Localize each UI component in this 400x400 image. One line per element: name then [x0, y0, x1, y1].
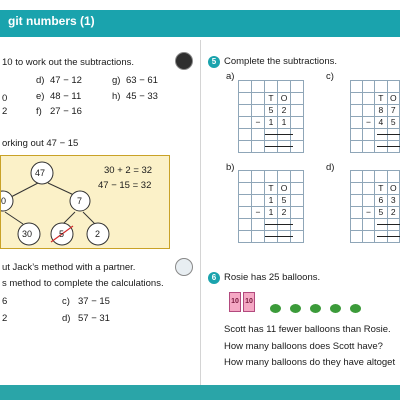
- answer-line: [377, 146, 400, 147]
- question-5-text: Complete the subtractions.: [224, 56, 338, 67]
- grid-cell: O: [278, 93, 291, 105]
- grid-cell: O: [278, 183, 291, 195]
- calc-fragment: 6: [2, 296, 8, 307]
- place-value-grid-d: [350, 170, 400, 243]
- grid-cell: T: [265, 183, 278, 195]
- answer-line: [265, 236, 293, 237]
- grid-cell: T: [375, 183, 387, 195]
- grid-cell: O: [387, 183, 400, 195]
- answer-line: [265, 134, 293, 135]
- calc-expression: 47 − 12: [50, 75, 82, 86]
- part-label: a): [226, 71, 235, 82]
- minus-sign: −: [252, 117, 265, 129]
- grid-cell: 5: [387, 117, 400, 129]
- header: [0, 0, 400, 37]
- equation-1: 30 + 2 = 32: [104, 165, 153, 176]
- calc-fragment: 2: [2, 106, 8, 117]
- calc-label: c): [62, 296, 70, 307]
- working-box: [0, 155, 170, 249]
- grid-cell: 8: [375, 105, 387, 117]
- green-balloon-icon: [310, 304, 321, 313]
- scott-statement: Scott has 11 fewer balloons than Rosie.: [224, 324, 391, 335]
- calc-expression: 37 − 15: [78, 296, 110, 307]
- discuss-text: ut Jack’s method with a partner.: [2, 262, 136, 273]
- column-divider: [200, 40, 201, 385]
- grid-cell: 2: [278, 207, 291, 219]
- node-top: 47: [35, 168, 46, 178]
- calc-expression: 45 − 33: [126, 91, 158, 102]
- calc-label: e): [36, 91, 45, 102]
- grid-cell: 7: [387, 105, 400, 117]
- place-value-grid-a: [238, 80, 304, 153]
- node-left: 0: [1, 196, 7, 206]
- grid-cell: 2: [387, 207, 400, 219]
- grid-cell: 2: [278, 105, 291, 117]
- working-title: orking out 47 − 15: [2, 138, 79, 149]
- page-title: git numbers (1): [8, 14, 95, 28]
- minus-sign: −: [362, 207, 374, 219]
- method-text: s method to complete the calculations.: [2, 278, 164, 289]
- grid-cell: 1: [265, 195, 278, 207]
- calc-fragment: 2: [2, 313, 8, 324]
- grid-cell: 1: [265, 117, 278, 129]
- footer-bar: [0, 385, 400, 400]
- calc-label: d): [62, 313, 71, 324]
- grid-cell: O: [387, 93, 400, 105]
- grid-cell: 1: [265, 207, 278, 219]
- node-bottom-right: 2: [95, 229, 101, 239]
- part-label: d): [326, 162, 335, 173]
- answer-line: [265, 224, 293, 225]
- calc-label: h): [112, 91, 121, 102]
- balloon-pack-10: 10: [229, 292, 241, 312]
- question-intro: 10 to work out the subtractions.: [2, 57, 135, 68]
- calc-expression: 27 − 16: [50, 106, 82, 117]
- answer-line: [265, 146, 293, 147]
- node-right: 7: [77, 196, 83, 206]
- calc-label: d): [36, 75, 45, 86]
- equation-2: 47 − 15 = 32: [98, 180, 152, 191]
- grid-cell: 6: [375, 195, 387, 207]
- counters-icon: [175, 52, 193, 70]
- node-bottom-middle: 5: [59, 229, 65, 239]
- grid-cell: 5: [278, 195, 291, 207]
- calc-label: g): [112, 75, 121, 86]
- calc-expression: 63 − 61: [126, 75, 158, 86]
- question-scott: How many balloons does Scott have?: [224, 341, 383, 352]
- green-balloon-icon: [290, 304, 301, 313]
- grid-cell: T: [375, 93, 387, 105]
- node-bottom-left: 30: [22, 229, 33, 239]
- grid-cell: 5: [265, 105, 278, 117]
- question-number-badge: 6: [208, 272, 220, 284]
- grid-cell: 1: [278, 117, 291, 129]
- green-balloon-icon: [350, 304, 361, 313]
- calc-expression: 48 − 11: [50, 91, 82, 102]
- calc-expression: 57 − 31: [78, 313, 110, 324]
- minus-sign: −: [252, 207, 265, 219]
- minus-sign: −: [362, 117, 374, 129]
- question-6-text: Rosie has 25 balloons.: [224, 272, 321, 283]
- place-value-grid-c: [350, 80, 400, 153]
- green-balloon-icon: [270, 304, 281, 313]
- calc-fragment: 0: [2, 93, 8, 104]
- discussion-icon: [175, 258, 193, 276]
- grid-cell: T: [265, 93, 278, 105]
- answer-line: [377, 224, 400, 225]
- question-total: How many balloons do they have altoget: [224, 357, 396, 368]
- grid-cell: 5: [375, 207, 387, 219]
- question-number-badge: 5: [208, 56, 220, 68]
- calc-label: f): [36, 106, 42, 117]
- balloon-pack-10: 10: [243, 292, 255, 312]
- place-value-grid-b: [238, 170, 304, 243]
- part-label: b): [226, 162, 235, 173]
- grid-cell: 4: [375, 117, 387, 129]
- part-label: c): [326, 71, 334, 82]
- green-balloon-icon: [330, 304, 341, 313]
- answer-line: [377, 236, 400, 237]
- grid-cell: 3: [387, 195, 400, 207]
- answer-line: [377, 134, 400, 135]
